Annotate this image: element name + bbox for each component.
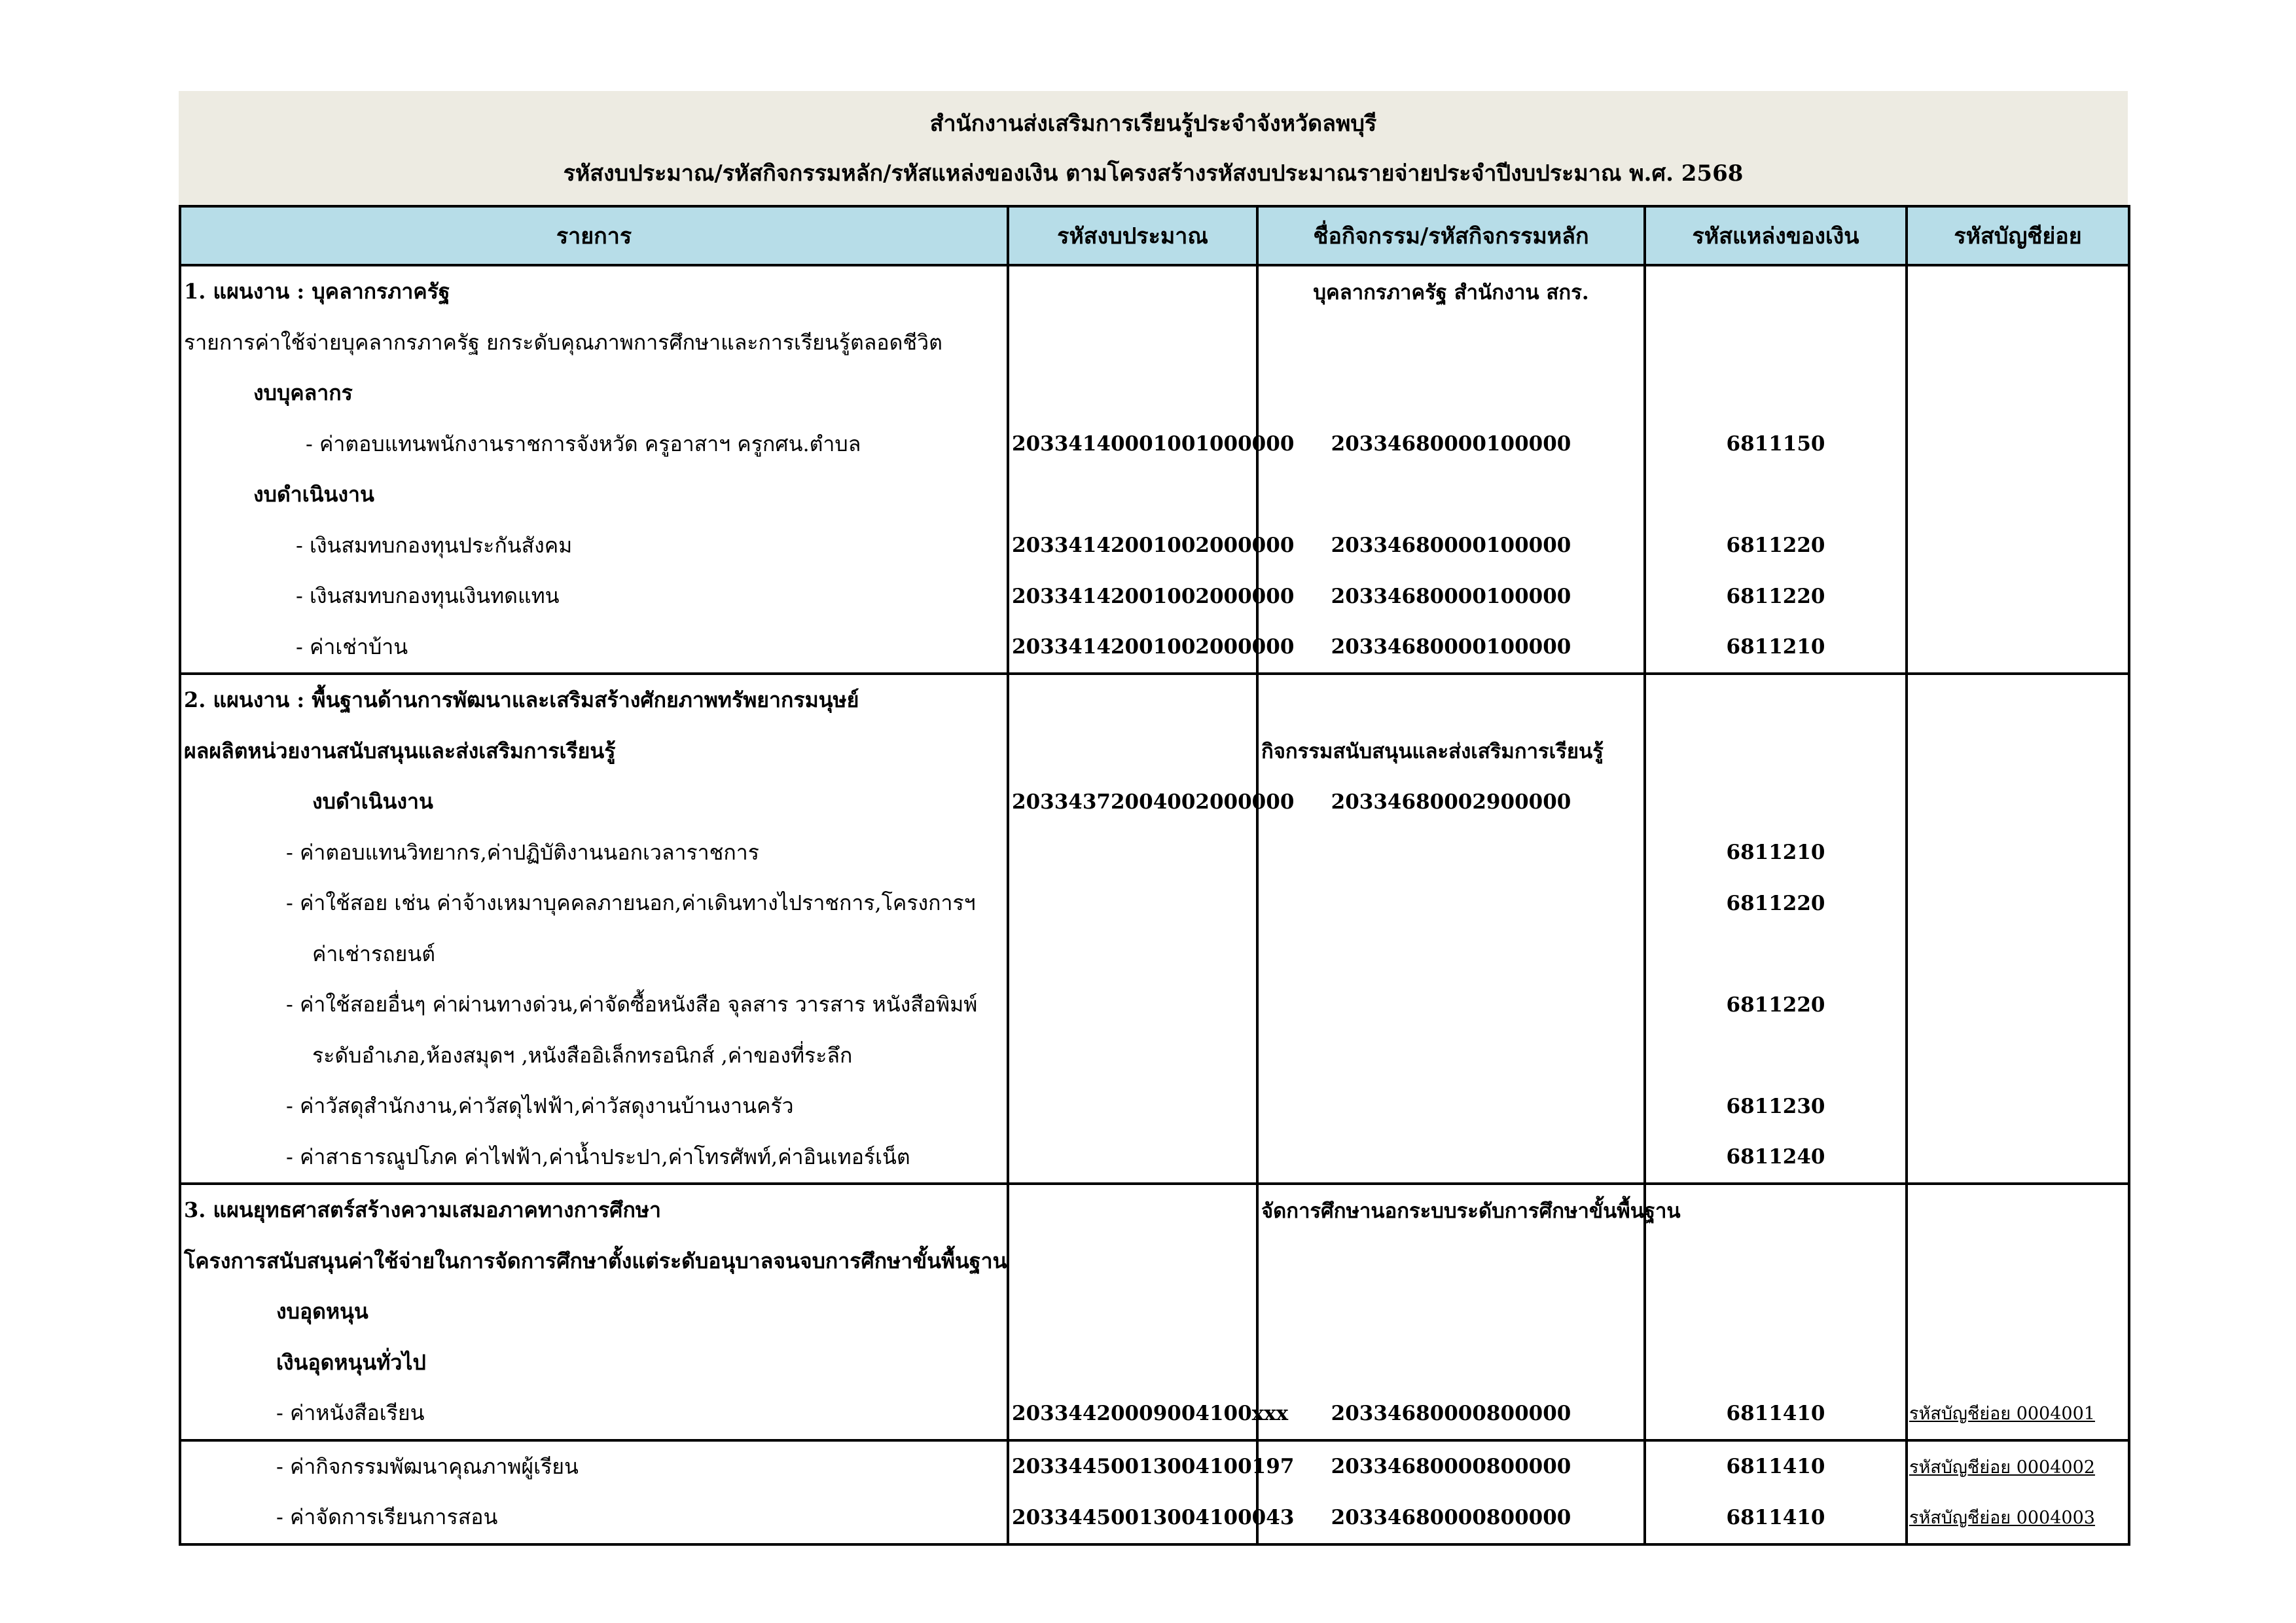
row-activity: [1257, 469, 1645, 520]
row-fund-source: 6811410: [1645, 1492, 1907, 1544]
table-row: [180, 1132, 2129, 1184]
row-budget-code: 20334450013004100043: [1008, 1492, 1257, 1544]
row-budget-code: [1008, 1081, 1257, 1132]
row-fund-source: [1645, 318, 1907, 369]
header-row: [180, 206, 2129, 265]
row-fund-source: 6811220: [1645, 520, 1907, 572]
row-activity: [1257, 318, 1645, 369]
table-row: [180, 419, 2129, 470]
column-header-item: รายการ: [180, 206, 1008, 265]
row-item: - ค่าใช้สอยอื่นๆ ค่าผ่านทางด่วน,ค่าจัดซื้อหนังสือ จุลสาร วารสาร หนังสือพิมพ์: [180, 979, 1008, 1030]
row-item: โครงการสนับสนุนค่าใช้จ่ายในการจัดการศึกษาตั้งแต่ระดับอนุบาลจนจบการศึกษาขั้นพื้นฐาน: [180, 1236, 1008, 1287]
row-sub-account: [1907, 265, 2129, 318]
row-item: - ค่ากิจกรรมพัฒนาคุณภาพผู้เรียน: [180, 1440, 1008, 1493]
row-activity: [1257, 1286, 1645, 1338]
page-title: สำนักงานส่งเสริมการเรียนรู้ประจำจังหวัดลพบุรี: [929, 111, 1377, 137]
row-activity: [1257, 1132, 1645, 1184]
row-sub-account: [1907, 520, 2129, 572]
row-item: - ค่าใช้สอย เช่น ค่าจ้างเหมาบุคคลภายนอก,ค่าเดินทางไปราชการ,โครงการฯ: [180, 878, 1008, 929]
row-item: - เงินสมทบกองทุนประกันสังคม: [180, 520, 1008, 572]
row-item: - ค่าหนังสือเรียน: [180, 1388, 1008, 1440]
table-row: [180, 265, 2129, 318]
table-row: [180, 1081, 2129, 1132]
row-budget-code: [1008, 929, 1257, 980]
title-box: [179, 91, 2128, 205]
row-item: ผลผลิตหน่วยงานสนับสนุนและส่งเสริมการเรียนรู้: [180, 726, 1008, 777]
row-fund-source: [1645, 265, 1907, 318]
table-row: [180, 828, 2129, 879]
row-fund-source: [1645, 469, 1907, 520]
table-row: [180, 979, 2129, 1030]
row-activity: [1257, 1236, 1645, 1287]
table-row: [180, 1184, 2129, 1236]
row-activity: [1257, 1081, 1645, 1132]
row-budget-code: [1008, 1236, 1257, 1287]
row-activity: 20334680000800000: [1257, 1440, 1645, 1493]
page-subtitle: รหัสงบประมาณ/รหัสกิจกรรมหลัก/รหัสแหล่งของเงิน ตามโครงสร้างรหัสงบประมาณรายจ่ายประจำปีงบประมาณ พ.ศ. 2568: [563, 160, 1744, 187]
row-fund-source: [1645, 1286, 1907, 1338]
row-sub-account: [1907, 419, 2129, 470]
row-item: 3. แผนยุทธศาสตร์สร้างความเสมอภาคทางการศึกษา: [180, 1184, 1008, 1236]
row-sub-account: [1907, 1081, 2129, 1132]
table-row: [180, 878, 2129, 929]
row-activity: 20334680000100000: [1257, 419, 1645, 470]
row-budget-code: 20334420009004100xxx: [1008, 1388, 1257, 1440]
row-sub-account: [1907, 1236, 2129, 1287]
row-sub-account: [1907, 776, 2129, 828]
column-header-budget-code: รหัสงบประมาณ: [1008, 206, 1257, 265]
row-item: - ค่าจัดการเรียนการสอน: [180, 1492, 1008, 1544]
row-sub-account: [1907, 622, 2129, 674]
table-row: [180, 368, 2129, 419]
row-budget-code: 20334372004002000000: [1008, 776, 1257, 828]
row-sub-account: [1907, 726, 2129, 777]
row-fund-source: [1645, 776, 1907, 828]
row-fund-source: 6811240: [1645, 1132, 1907, 1184]
row-item: เงินอุดหนุนทั่วไป: [180, 1338, 1008, 1389]
row-activity: [1257, 368, 1645, 419]
row-item: งบดำเนินงาน: [180, 469, 1008, 520]
row-sub-account: [1907, 828, 2129, 879]
row-budget-code: [1008, 1132, 1257, 1184]
row-fund-source: [1645, 1030, 1907, 1082]
row-fund-source: [1645, 1338, 1907, 1389]
row-budget-code: [1008, 979, 1257, 1030]
row-fund-source: [1645, 726, 1907, 777]
column-header-fund-source: รหัสแหล่งของเงิน: [1645, 206, 1907, 265]
row-sub-account: [1907, 1184, 2129, 1236]
column-header-sub-account: รหัสบัญชีย่อย: [1907, 206, 2129, 265]
row-activity: [1257, 828, 1645, 879]
row-fund-source: [1645, 674, 1907, 726]
row-activity: 20334680000800000: [1257, 1492, 1645, 1544]
row-activity: [1257, 1030, 1645, 1082]
budget-sheet: [179, 91, 2128, 1546]
table-row: [180, 571, 2129, 622]
row-sub-account: [1907, 368, 2129, 419]
table-row: [180, 1286, 2129, 1338]
row-sub-account: [1907, 929, 2129, 980]
row-sub-account: [1907, 878, 2129, 929]
row-budget-code: 20334140001001000000: [1008, 419, 1257, 470]
row-activity: [1257, 979, 1645, 1030]
row-budget-code: [1008, 828, 1257, 879]
row-activity: [1257, 878, 1645, 929]
row-budget-code: [1008, 1338, 1257, 1389]
row-sub-account: [1907, 318, 2129, 369]
row-fund-source: [1645, 1184, 1907, 1236]
row-item: - ค่าตอบแทนวิทยากร,ค่าปฏิบัติงานนอกเวลาราชการ: [180, 828, 1008, 879]
row-budget-code: [1008, 1286, 1257, 1338]
table-row: [180, 318, 2129, 369]
row-budget-code: [1008, 1184, 1257, 1236]
row-fund-source: [1645, 929, 1907, 980]
table-row: [180, 1388, 2129, 1440]
row-item: 2. แผนงาน : พื้นฐานด้านการพัฒนาและเสริมสร้างศักยภาพทรัพยากรมนุษย์: [180, 674, 1008, 726]
row-fund-source: 6811220: [1645, 979, 1907, 1030]
row-item: ระดับอำเภอ,ห้องสมุดฯ ,หนังสืออิเล็กทรอนิกส์ ,ค่าของที่ระลึก: [180, 1030, 1008, 1082]
row-item: งบอุดหนุน: [180, 1286, 1008, 1338]
table-row: [180, 622, 2129, 674]
row-fund-source: 6811410: [1645, 1388, 1907, 1440]
table-row: [180, 1236, 2129, 1287]
table-row: [180, 776, 2129, 828]
row-item: - ค่าสาธารณูปโภค ค่าไฟฟ้า,ค่าน้ำประปา,ค่าโทรศัพท์,ค่าอินเทอร์เน็ต: [180, 1132, 1008, 1184]
row-activity: [1257, 1338, 1645, 1389]
row-sub-account: [1907, 674, 2129, 726]
row-activity: จัดการศึกษานอกระบบระดับการศึกษาขั้นพื้นฐาน: [1257, 1184, 1645, 1236]
row-item: รายการค่าใช้จ่ายบุคลากรภาครัฐ ยกระดับคุณภาพการศึกษาและการเรียนรู้ตลอดชีวิต: [180, 318, 1008, 369]
row-budget-code: [1008, 878, 1257, 929]
row-sub-account: [1907, 1132, 2129, 1184]
table-row: [180, 520, 2129, 572]
row-budget-code: [1008, 265, 1257, 318]
row-item: งบบุคลากร: [180, 368, 1008, 419]
row-sub-account[interactable]: รหัสบัญชีย่อย 0004001: [1907, 1388, 2129, 1440]
table-row: [180, 1440, 2129, 1493]
row-fund-source: 6811210: [1645, 828, 1907, 879]
row-activity: กิจกรรมสนับสนุนและส่งเสริมการเรียนรู้: [1257, 726, 1645, 777]
column-header-activity: ชื่อกิจกรรม/รหัสกิจกรรมหลัก: [1257, 206, 1645, 265]
row-item: งบดำเนินงาน: [180, 776, 1008, 828]
row-sub-account: [1907, 571, 2129, 622]
row-activity: บุคลากรภาครัฐ สำนักงาน สกร.: [1257, 265, 1645, 318]
row-fund-source: 6811230: [1645, 1081, 1907, 1132]
row-item: 1. แผนงาน : บุคลากรภาครัฐ: [180, 265, 1008, 318]
row-item: - ค่าวัสดุสำนักงาน,ค่าวัสดุไฟฟ้า,ค่าวัสดุงานบ้านงานครัว: [180, 1081, 1008, 1132]
row-activity: 20334680000100000: [1257, 571, 1645, 622]
row-item: - เงินสมทบกองทุนเงินทดแทน: [180, 571, 1008, 622]
row-budget-code: [1008, 1030, 1257, 1082]
row-budget-code: 20334142001002000000: [1008, 520, 1257, 572]
row-fund-source: 6811220: [1645, 878, 1907, 929]
row-fund-source: [1645, 1236, 1907, 1287]
row-budget-code: 20334450013004100197: [1008, 1440, 1257, 1493]
row-budget-code: [1008, 318, 1257, 369]
row-budget-code: [1008, 726, 1257, 777]
row-sub-account[interactable]: รหัสบัญชีย่อย 0004003: [1907, 1492, 2129, 1544]
row-budget-code: [1008, 469, 1257, 520]
row-sub-account: [1907, 1286, 2129, 1338]
row-sub-account: [1907, 979, 2129, 1030]
row-fund-source: 6811410: [1645, 1440, 1907, 1493]
row-fund-source: 6811220: [1645, 571, 1907, 622]
row-activity: 20334680000100000: [1257, 622, 1645, 674]
table-row: [180, 674, 2129, 726]
table-row: [180, 726, 2129, 777]
table-row: [180, 929, 2129, 980]
row-activity: 20334680000800000: [1257, 1388, 1645, 1440]
row-fund-source: [1645, 368, 1907, 419]
table-row: [180, 1030, 2129, 1082]
table-row: [180, 1492, 2129, 1544]
row-item: ค่าเช่ารถยนต์: [180, 929, 1008, 980]
row-activity: [1257, 929, 1645, 980]
row-budget-code: [1008, 674, 1257, 726]
row-sub-account[interactable]: รหัสบัญชีย่อย 0004002: [1907, 1440, 2129, 1493]
row-activity: [1257, 674, 1645, 726]
row-budget-code: 20334142001002000000: [1008, 622, 1257, 674]
table-row: [180, 1338, 2129, 1389]
row-sub-account: [1907, 1030, 2129, 1082]
row-activity: 20334680002900000: [1257, 776, 1645, 828]
row-sub-account: [1907, 1338, 2129, 1389]
row-sub-account: [1907, 469, 2129, 520]
budget-table: [179, 205, 2130, 1546]
row-item: - ค่าเช่าบ้าน: [180, 622, 1008, 674]
table-row: [180, 469, 2129, 520]
row-budget-code: 20334142001002000000: [1008, 571, 1257, 622]
row-activity: 20334680000100000: [1257, 520, 1645, 572]
row-budget-code: [1008, 368, 1257, 419]
row-fund-source: 6811150: [1645, 419, 1907, 470]
row-fund-source: 6811210: [1645, 622, 1907, 674]
row-item: - ค่าตอบแทนพนักงานราชการจังหวัด ครูอาสาฯ ครูกศน.ตำบล: [180, 419, 1008, 470]
